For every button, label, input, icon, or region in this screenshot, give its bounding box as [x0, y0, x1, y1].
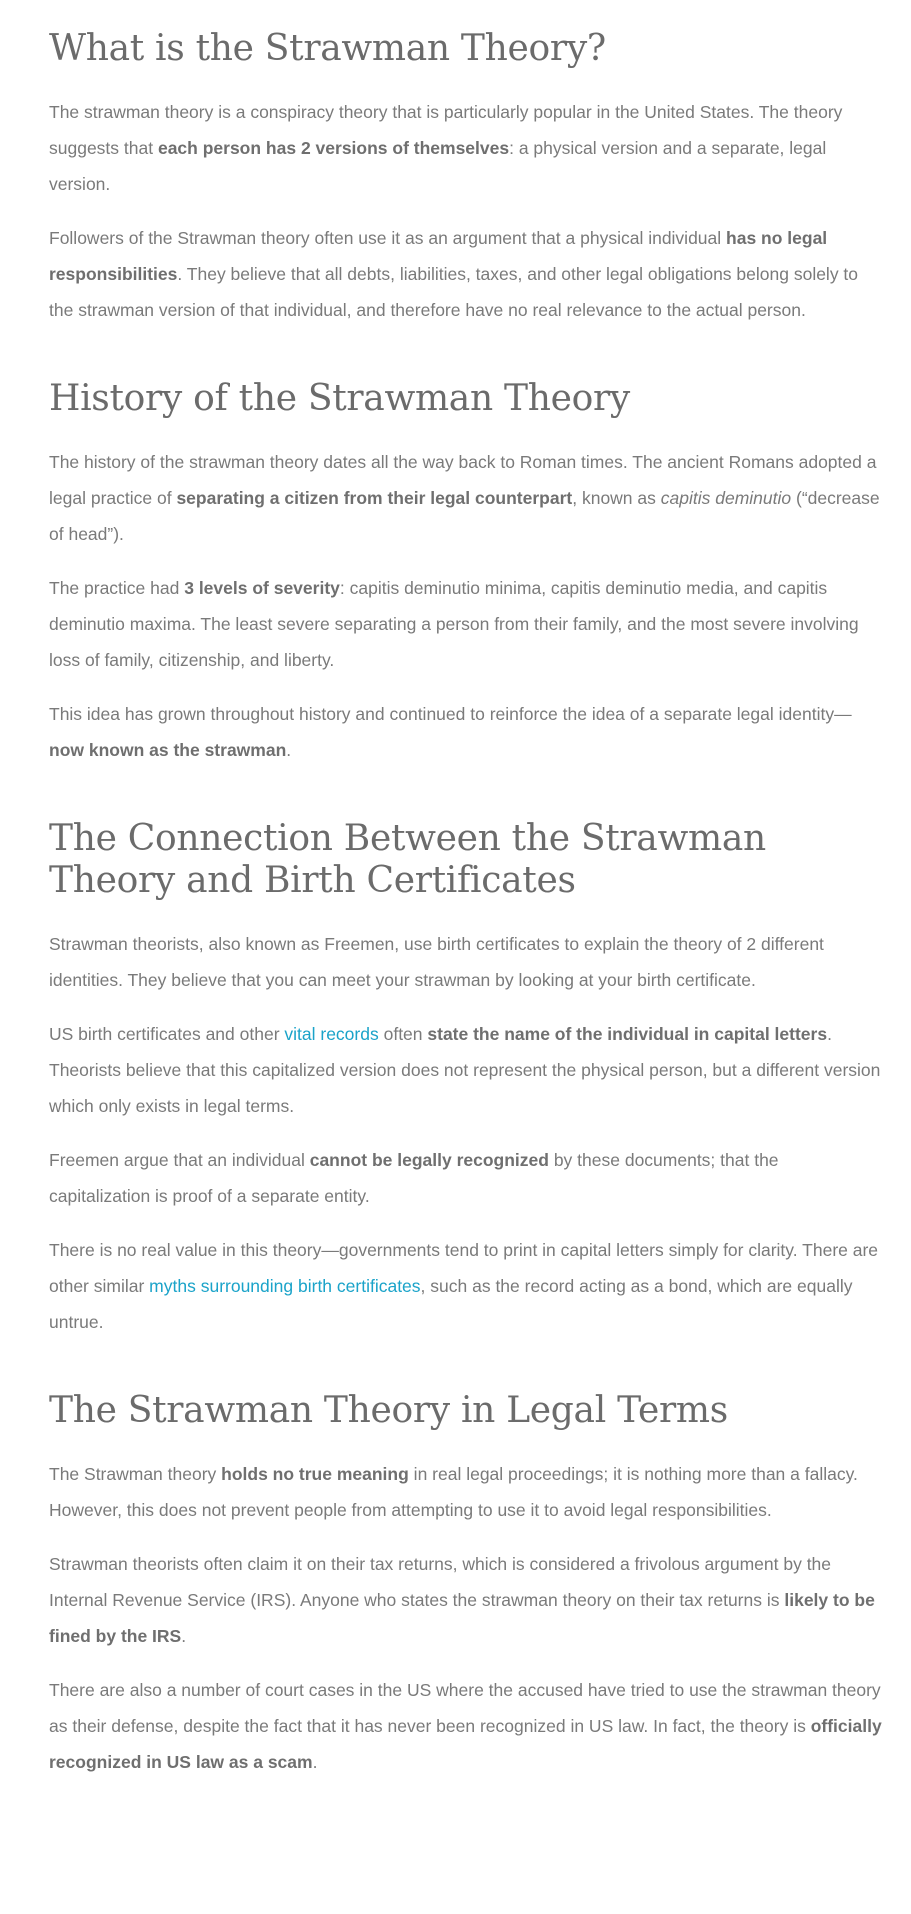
text-run: , such as the record acting as a bond, which are equally untrue. [49, 1276, 853, 1332]
text-run: . [286, 740, 292, 760]
section-heading: The Strawman Theory in Legal Terms [49, 1390, 728, 1431]
text-run: There are also a number of court cases in the US where the accused have tried to use the strawman theory as their defense, despite the fact that it has never been recognized in US law. In fact, the theory is [49, 1680, 881, 1736]
paragraph [49, 1456, 882, 1528]
section-heading: The Connection Between the Strawman Theory and Birth Certificates [49, 818, 766, 901]
section-birth-certificates [49, 818, 882, 1340]
text-run: US birth certificates and other [49, 1024, 285, 1044]
text-run: in real legal proceedings; it is nothing more than a fallacy. However, this does not prevent people from attempting to use it to avoid legal responsibilities. [49, 1464, 858, 1520]
paragraph [49, 1142, 882, 1214]
text-run: The Strawman theory [49, 1464, 222, 1484]
paragraph [49, 94, 882, 202]
bold-text: now known as the strawman [49, 740, 287, 760]
paragraph [49, 1546, 882, 1654]
text-run: . [312, 1752, 318, 1772]
text-run: There is no real value in this theory—governments tend to print in capital letters simply for clarity. There are other similar [49, 1240, 879, 1296]
italic-text: capitis deminutio [660, 488, 792, 508]
section-heading: What is the Strawman Theory? [49, 28, 606, 69]
bold-text: officially recognized in US law as a scam [49, 1716, 882, 1772]
bold-text: likely to be fined by the IRS [49, 1590, 875, 1646]
text-run: . [181, 1626, 187, 1646]
section-history [49, 378, 882, 768]
text-run: Freemen argue that an individual [49, 1150, 310, 1170]
text-run: : a physical version and a separate, legal version. [49, 138, 827, 194]
section-what-is [49, 28, 882, 328]
bold-text: cannot be legally recognized [309, 1150, 549, 1170]
paragraph [49, 444, 882, 552]
text-run: The history of the strawman theory dates all the way back to Roman times. The ancient Romans adopted a legal practice of [49, 452, 877, 508]
bold-text: holds no true meaning [221, 1464, 409, 1484]
paragraph [49, 220, 882, 328]
text-run: : capitis deminutio minima, capitis deminutio media, and capitis deminutio maxima. The least severe separating a person from their family, and the most severe involving loss of family, citizenship, and liberty. [49, 578, 859, 670]
text-run: The strawman theory is a conspiracy theory that is particularly popular in the United States. The theory suggests that [49, 102, 843, 158]
inline-link[interactable]: myths surrounding birth certificates [149, 1276, 421, 1296]
bold-text: 3 levels of severity [184, 578, 340, 598]
paragraph [49, 926, 882, 998]
text-run: Followers of the Strawman theory often use it as an argument that a physical individual [49, 228, 727, 248]
text-run: . Theorists believe that this capitalized version does not represent the physical person, but a different version which only exists in legal terms. [49, 1024, 881, 1116]
text-run: This idea has grown throughout history and continued to reinforce the idea of a separate legal identity— [49, 704, 852, 724]
section-heading: History of the Strawman Theory [49, 378, 630, 419]
text-run: , known as [572, 488, 661, 508]
paragraph [49, 1672, 882, 1780]
text-run: . They believe that all debts, liabilities, taxes, and other legal obligations belong solely to the strawman version of that individual, and therefore have no real relevance to the actual person. [49, 264, 859, 320]
paragraph [49, 696, 882, 768]
text-run: Strawman theorists often claim it on their tax returns, which is considered a frivolous argument by the Internal Revenue Service (IRS). Anyone who states the strawman theory on their tax returns is [49, 1554, 832, 1610]
text-run: The practice had [49, 578, 185, 598]
inline-link[interactable]: vital records [284, 1024, 379, 1044]
text-run: by these documents; that the capitalization is proof of a separate entity. [49, 1150, 779, 1206]
section-legal-terms [49, 1390, 882, 1780]
paragraph [49, 570, 882, 678]
bold-text: each person has 2 versions of themselves [157, 138, 510, 158]
text-run: Strawman theorists, also known as Freemen, use birth certificates to explain the theory of 2 different identities. They believe that you can meet your strawman by looking at your birth certificate. [49, 934, 824, 990]
bold-text: state the name of the individual in capital letters [427, 1024, 828, 1044]
text-run: (“decrease of head”). [49, 488, 880, 544]
text-run: often [378, 1024, 428, 1044]
paragraph [49, 1232, 882, 1340]
bold-text: separating a citizen from their legal counterpart [176, 488, 573, 508]
bold-text: has no legal responsibilities [49, 228, 828, 284]
paragraph [49, 1016, 882, 1124]
